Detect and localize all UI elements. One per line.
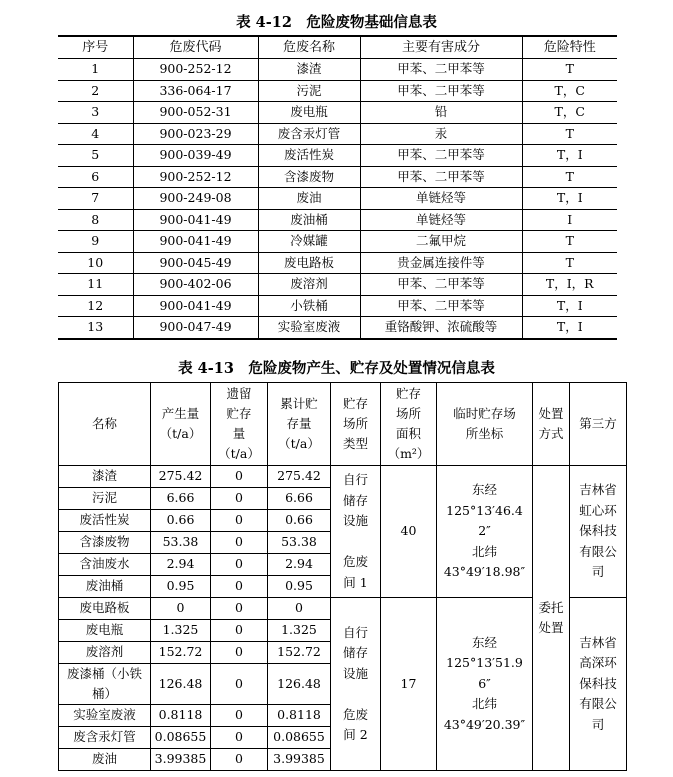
header-line: 量: [232, 426, 246, 441]
cell-waste-name: 污泥: [258, 80, 360, 102]
cell-line: 间 1: [343, 574, 368, 590]
cell-line: 储存: [342, 492, 368, 508]
cell-waste-name: 漆渣: [258, 59, 360, 81]
cell-waste-name: 废活性炭: [258, 145, 360, 167]
cell-waste-name: 废含汞灯管: [258, 123, 360, 145]
cell-produce-amount: 275.42: [151, 466, 211, 488]
cell-cumulative-storage: 3.99385: [268, 749, 331, 771]
cell-hazard-property: T，I: [522, 145, 617, 167]
cell-hazard-property: T: [522, 59, 617, 81]
cell-cumulative-storage: 2.94: [268, 554, 331, 576]
cell-produce-amount: 0.8118: [151, 705, 211, 727]
table-header-row: [58, 36, 617, 59]
cell-produce-amount: 126.48: [151, 664, 211, 705]
cell-waste-name: 废溶剂: [258, 274, 360, 296]
cell-waste-code: 900-041-49: [133, 209, 258, 231]
cell-line: 司: [591, 564, 605, 580]
cell-remaining-storage: 0: [211, 532, 268, 554]
cell-line: 北纬: [471, 696, 497, 712]
cell-produce-amount: 3.99385: [151, 749, 211, 771]
cell-line: 处置: [538, 620, 564, 635]
header-line: 存量: [286, 416, 312, 431]
cell-waste-name: 含漆废物: [258, 166, 360, 188]
cell-produce-amount: 152.72: [151, 642, 211, 664]
table-row: [59, 466, 627, 488]
cell-line: 设施: [342, 513, 368, 528]
cell-remaining-storage: 0: [211, 598, 268, 620]
cell-line: 保科技: [579, 523, 617, 539]
cell-waste-name: 废电路板: [258, 252, 360, 274]
cell-hazard-property: T: [522, 123, 617, 145]
cell-cumulative-storage: 0: [268, 598, 331, 620]
cell-line: 有限公: [579, 696, 617, 712]
table-row: [58, 123, 617, 145]
cell-remaining-storage: 0: [211, 664, 268, 705]
cell-cumulative-storage: 1.325: [268, 620, 331, 642]
cell-index: 11: [58, 274, 133, 296]
cell-line: 危废: [342, 554, 368, 569]
cell-line: [331, 532, 380, 553]
header-line: 贮存: [395, 386, 421, 401]
cell-cumulative-storage: 126.48: [268, 664, 331, 705]
cell-name: 废溶剂: [59, 642, 151, 664]
header-line: 类型: [342, 436, 368, 451]
header-remaining-storage: [211, 383, 268, 466]
cell-remaining-storage: 0: [211, 510, 268, 532]
cell-harmful-components: 单链烃等: [360, 209, 522, 231]
cell-name: 废含汞灯管: [59, 727, 151, 749]
header-harmful-components: 主要有害成分: [360, 36, 522, 59]
cell-waste-code: 900-252-12: [133, 166, 258, 188]
cell-hazard-property: T: [522, 231, 617, 253]
cell-harmful-components: 甲苯、二甲苯等: [360, 80, 522, 102]
cell-name: 含漆废物: [59, 532, 151, 554]
header-disposal-method: [533, 383, 570, 466]
cell-cumulative-storage: 0.8118: [268, 705, 331, 727]
header-storage-type: [331, 383, 381, 466]
header-name: 名称: [59, 383, 151, 466]
cell-line: 吉林省: [579, 634, 617, 650]
table-row: [58, 80, 617, 102]
cell-coordinates: [437, 466, 533, 598]
cell-name: 含油废水: [59, 554, 151, 576]
cell-line: 东经: [471, 482, 497, 498]
cell-waste-code: 336-064-17: [133, 80, 258, 102]
cell-harmful-components: 单链烃等: [360, 188, 522, 210]
table-row: [58, 274, 617, 296]
cell-waste-name: 小铁桶: [258, 295, 360, 317]
cell-harmful-components: 重铬酸钾、浓硫酸等: [360, 317, 522, 339]
cell-index: 6: [58, 166, 133, 188]
cell-line: 危废: [342, 706, 368, 722]
cell-produce-amount: 0.95: [151, 576, 211, 598]
header-coordinates: [437, 383, 533, 466]
cell-waste-name: 废油桶: [258, 209, 360, 231]
table-4-13-caption: 表 4-13 危险废物产生、贮存及处置情况信息表: [178, 360, 495, 377]
cell-line: 43°49′18.98″: [443, 564, 526, 580]
cell-index: 3: [58, 102, 133, 124]
cell-remaining-storage: 0: [211, 620, 268, 642]
cell-storage-type: [331, 598, 381, 771]
cell-waste-name: 冷媒罐: [258, 231, 360, 253]
cell-index: 5: [58, 145, 133, 167]
header-produce-amount: [151, 383, 211, 466]
cell-line: 125°13′51.9: [446, 655, 523, 671]
cell-harmful-components: 贵金属连接件等: [360, 252, 522, 274]
cell-hazard-property: I: [522, 209, 617, 231]
cell-line: [331, 684, 380, 705]
cell-line: 间 2: [343, 727, 368, 742]
cell-hazard-property: T，I，R: [522, 274, 617, 296]
cell-waste-name: 实验室废液: [258, 317, 360, 339]
cell-index: 10: [58, 252, 133, 274]
header-line: （t/a）: [159, 426, 202, 441]
header-line: 贮存: [226, 406, 252, 421]
table-row: [58, 252, 617, 274]
hazardous-waste-basic-info-table: [58, 35, 617, 340]
cell-waste-name: 废油: [258, 188, 360, 210]
cell-line: 有限公: [579, 543, 617, 559]
header-line: 临时贮存场: [453, 406, 516, 421]
cell-waste-code: 900-041-49: [133, 231, 258, 253]
cell-index: 12: [58, 295, 133, 317]
cell-cumulative-storage: 275.42: [268, 466, 331, 488]
cell-index: 2: [58, 80, 133, 102]
cell-harmful-components: 甲苯、二甲苯等: [360, 166, 522, 188]
cell-remaining-storage: 0: [211, 554, 268, 576]
header-storage-area: [381, 383, 437, 466]
cell-hazard-property: T: [522, 252, 617, 274]
table-row: [58, 295, 617, 317]
cell-line: 自行: [342, 472, 368, 487]
cell-line: 43°49′20.39″: [443, 716, 526, 732]
cell-hazard-property: T，C: [522, 102, 617, 124]
cell-index: 9: [58, 231, 133, 253]
cell-harmful-components: 甲苯、二甲苯等: [360, 274, 522, 296]
cell-produce-amount: 0.66: [151, 510, 211, 532]
header-line: （m²）: [387, 446, 430, 461]
header-waste-code: 危废代码: [133, 36, 258, 59]
cell-hazard-property: T，I: [522, 317, 617, 339]
cell-remaining-storage: 0: [211, 705, 268, 727]
cell-waste-code: 900-039-49: [133, 145, 258, 167]
cell-produce-amount: 0.08655: [151, 727, 211, 749]
cell-index: 4: [58, 123, 133, 145]
cell-waste-code: 900-052-31: [133, 102, 258, 124]
cell-harmful-components: 甲苯、二甲苯等: [360, 295, 522, 317]
table-row: [58, 59, 617, 81]
cell-index: 1: [58, 59, 133, 81]
cell-third-party: [570, 598, 627, 771]
cell-produce-amount: 0: [151, 598, 211, 620]
table-header-row: [59, 383, 627, 466]
table-row: [58, 317, 617, 339]
cell-name: 废油: [59, 749, 151, 771]
header-line: 面积: [395, 426, 421, 441]
cell-harmful-components: 甲苯、二甲苯等: [360, 59, 522, 81]
cell-remaining-storage: 0: [211, 576, 268, 598]
cell-hazard-property: T，I: [522, 188, 617, 210]
cell-waste-code: 900-047-49: [133, 317, 258, 339]
table-row: [58, 188, 617, 210]
table-row: [58, 209, 617, 231]
cell-line: 司: [591, 716, 605, 732]
header-line: 产生量: [161, 406, 200, 421]
cell-name: 污泥: [59, 488, 151, 510]
header-line: 场所: [395, 406, 421, 421]
cell-index: 7: [58, 188, 133, 210]
table-4-12-caption: 表 4-12 危险废物基础信息表: [236, 14, 437, 31]
cell-storage-area: 40: [381, 466, 437, 598]
cell-index: 13: [58, 317, 133, 339]
header-line: （t/a）: [278, 436, 320, 451]
cell-cumulative-storage: 6.66: [268, 488, 331, 510]
cell-line: 2″: [478, 523, 491, 539]
cell-name: 实验室废液: [59, 705, 151, 727]
cell-hazard-property: T，I: [522, 295, 617, 317]
table-row: [58, 231, 617, 253]
cell-cumulative-storage: 0.66: [268, 510, 331, 532]
cell-line: 北纬: [471, 543, 497, 559]
cell-waste-code: 900-249-08: [133, 188, 258, 210]
cell-coordinates: [437, 598, 533, 771]
header-line: 所坐标: [465, 426, 504, 441]
cell-harmful-components: 汞: [360, 123, 522, 145]
cell-disposal-method: [533, 466, 570, 771]
cell-line: 6″: [478, 675, 491, 691]
header-line: 处置: [538, 406, 564, 421]
header-third-party: 第三方: [570, 383, 627, 466]
table-row: [58, 166, 617, 188]
cell-waste-code: 900-041-49: [133, 295, 258, 317]
cell-waste-name: 废电瓶: [258, 102, 360, 124]
hazardous-waste-storage-disposal-table: [58, 382, 627, 771]
cell-name: 废油桶: [59, 576, 151, 598]
cell-line: 自行: [342, 624, 368, 640]
cell-line: 虹心环: [579, 502, 617, 518]
cell-name: 废电瓶: [59, 620, 151, 642]
cell-line: 125°13′46.4: [446, 502, 523, 518]
cell-line: 保科技: [579, 675, 617, 691]
cell-harmful-components: 二氟甲烷: [360, 231, 522, 253]
cell-cumulative-storage: 0.08655: [268, 727, 331, 749]
cell-name: 废活性炭: [59, 510, 151, 532]
table-row: [58, 145, 617, 167]
cell-hazard-property: T: [522, 166, 617, 188]
cell-hazard-property: T，C: [522, 80, 617, 102]
table-row: [58, 102, 617, 124]
cell-waste-code: 900-402-06: [133, 274, 258, 296]
cell-line: 吉林省: [579, 482, 617, 498]
cell-cumulative-storage: 152.72: [268, 642, 331, 664]
cell-line: 高深环: [579, 655, 617, 671]
cell-line: 储存: [342, 645, 368, 660]
cell-harmful-components: 铅: [360, 102, 522, 124]
cell-produce-amount: 53.38: [151, 532, 211, 554]
cell-line: 东经: [471, 634, 497, 650]
cell-produce-amount: 2.94: [151, 554, 211, 576]
header-line: 贮存: [342, 396, 368, 411]
cell-remaining-storage: 0: [211, 642, 268, 664]
header-waste-name: 危废名称: [258, 36, 360, 59]
header-line: 累计贮: [280, 396, 318, 411]
header-cumulative-storage: [268, 383, 331, 466]
cell-remaining-storage: 0: [211, 466, 268, 488]
cell-produce-amount: 6.66: [151, 488, 211, 510]
cell-waste-code: 900-045-49: [133, 252, 258, 274]
cell-remaining-storage: 0: [211, 727, 268, 749]
cell-harmful-components: 甲苯、二甲苯等: [360, 145, 522, 167]
cell-name: 废电路板: [59, 598, 151, 620]
header-hazard-property: 危险特性: [522, 36, 617, 59]
cell-remaining-storage: 0: [211, 749, 268, 771]
header-index: 序号: [58, 36, 133, 59]
cell-name: 漆渣: [59, 466, 151, 488]
cell-waste-code: 900-023-29: [133, 123, 258, 145]
cell-line: 委托: [538, 599, 564, 615]
cell-index: 8: [58, 209, 133, 231]
cell-produce-amount: 1.325: [151, 620, 211, 642]
cell-storage-type: [331, 466, 381, 598]
cell-remaining-storage: 0: [211, 488, 268, 510]
cell-line: 设施: [342, 665, 368, 681]
header-line: （t/a）: [218, 446, 260, 461]
cell-name: 废漆桶（小铁桶）: [59, 664, 151, 705]
header-line: 场所: [342, 416, 368, 431]
cell-storage-area: 17: [381, 598, 437, 771]
cell-cumulative-storage: 0.95: [268, 576, 331, 598]
cell-cumulative-storage: 53.38: [268, 532, 331, 554]
header-line: 遗留: [226, 386, 252, 401]
cell-waste-code: 900-252-12: [133, 59, 258, 81]
header-line: 方式: [538, 426, 564, 441]
cell-third-party: [570, 466, 627, 598]
